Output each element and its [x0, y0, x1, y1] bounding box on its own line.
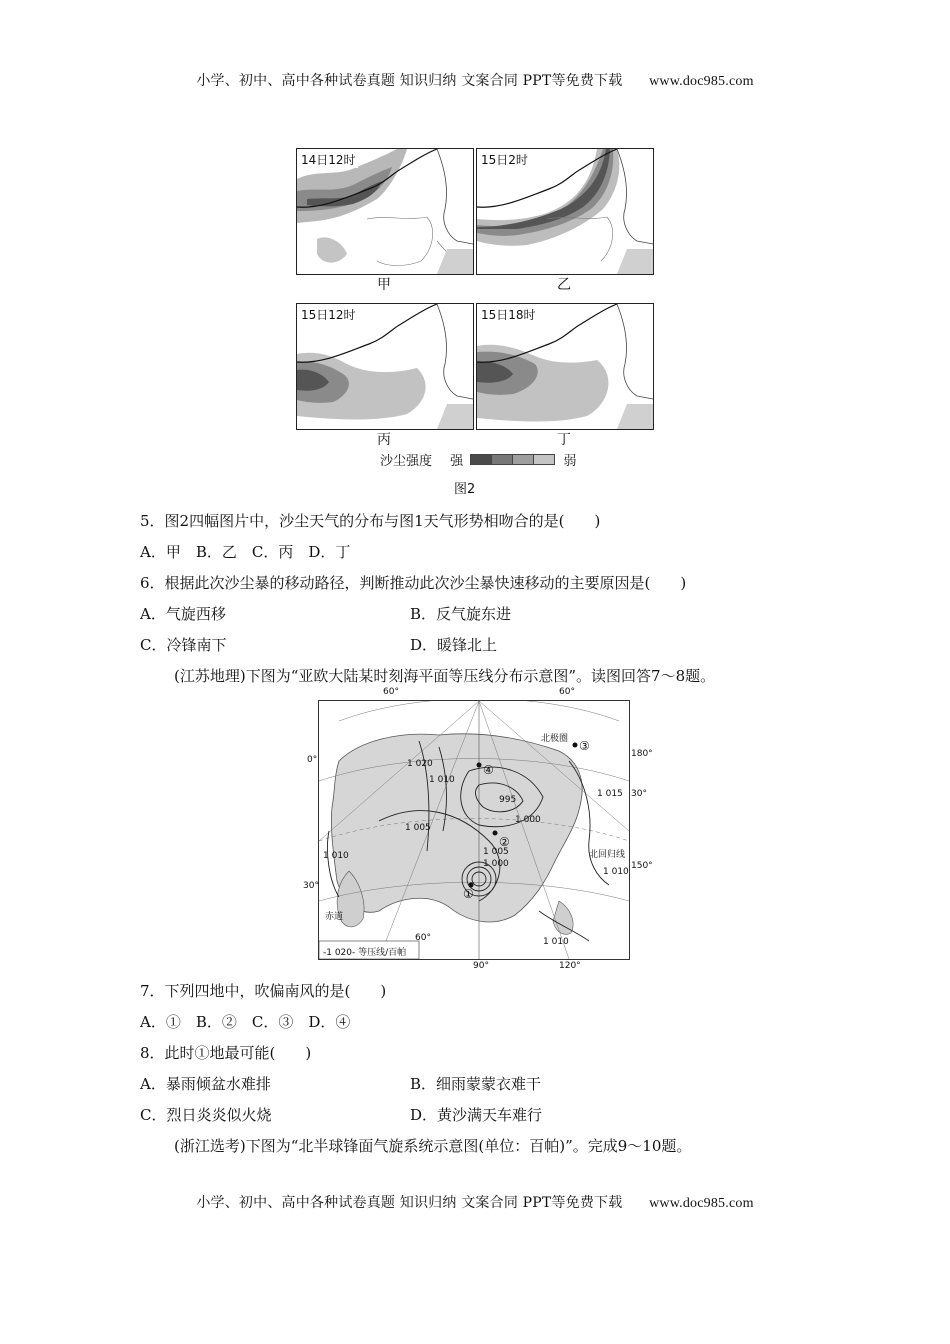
dust-intensity-legend	[380, 450, 576, 469]
question-8-option-b: B．细雨蒙蒙衣难干	[410, 1075, 542, 1093]
isobar-label: 1 010	[603, 867, 629, 877]
legend-weak: 弱	[563, 454, 577, 469]
tick-label: 150°	[631, 861, 653, 871]
isobar-label: 1 010	[323, 851, 349, 861]
question-5-stem: 5．图2四幅图片中，沙尘天气的分布与图1天气形势相吻合的是( )	[140, 512, 601, 530]
intro-questions-9-10: (浙江选考)下图为“北半球锋面气旋系统示意图(单位：百帕)”。完成9～10题。	[174, 1137, 692, 1155]
question-6-option-d: D．暖锋北上	[410, 636, 498, 654]
question-8-option-c: C．烈日炎炎似火烧	[140, 1106, 272, 1124]
page-header	[0, 70, 950, 90]
panel-label: 丁	[557, 432, 571, 448]
panel-label: 乙	[557, 277, 571, 293]
tick-label: 0°	[307, 755, 318, 765]
header-text: 小学、初中、高中各种试卷真题 知识归纳 文案合同 PPT等免费下载	[196, 73, 623, 89]
question-6-option-a: A．气旋西移	[140, 605, 226, 623]
tick-label: 60°	[383, 687, 399, 697]
pressure-map-figure	[303, 687, 653, 971]
map-panel-ding	[476, 303, 654, 430]
intro-questions-7-8: (江苏地理)下图为“亚欧大陆某时刻海平面等压线分布示意图”。读图回答7～8题。	[174, 667, 716, 685]
figure-2-caption: 图2	[454, 482, 476, 497]
isobar-label: 1 005	[483, 847, 509, 857]
legend-title: 沙尘强度	[380, 454, 433, 469]
isobar-label: 1 010	[543, 937, 569, 947]
legend-cell	[533, 454, 555, 465]
isobar-label: 1 005	[405, 823, 431, 833]
point-label-3: ③	[579, 739, 590, 753]
isobar-label: 1 015	[597, 789, 623, 799]
question-6-option-b: B．反气旋东进	[410, 605, 512, 623]
isobar-label: 1 000	[483, 859, 509, 869]
panel-time: 15日12时	[301, 308, 356, 322]
question-8-option-a: A．暴雨倾盆水难排	[140, 1075, 271, 1093]
question-6-stem: 6．根据此次沙尘暴的移动路径，判断推动此次沙尘暴快速移动的主要原因是( )	[140, 574, 687, 592]
panel-time: 15日2时	[481, 153, 528, 167]
equator-label: 赤道	[325, 912, 344, 922]
tick-label: 120°	[559, 961, 581, 971]
panel-time: 14日12时	[301, 153, 356, 167]
panel-label: 甲	[377, 277, 391, 293]
point-label-2: ②	[499, 835, 510, 849]
tick-label: 60°	[415, 933, 431, 943]
footer-url[interactable]: www.doc985.com	[649, 1196, 754, 1211]
isobar-label: 1 020	[407, 759, 433, 769]
legend-cell	[491, 454, 513, 465]
question-7-stem: 7．下列四地中，吹偏南风的是( )	[140, 982, 387, 1000]
tick-label: 60°	[559, 687, 575, 697]
isobar-label: 995	[499, 795, 517, 805]
legend-strong: 强	[450, 454, 464, 469]
page-footer	[0, 1192, 950, 1212]
isobar-label: 1 000	[515, 815, 541, 825]
footer-text: 小学、初中、高中各种试卷真题 知识归纳 文案合同 PPT等免费下载	[196, 1195, 623, 1211]
point-label-4: ④	[483, 763, 494, 777]
tick-label: 90°	[473, 961, 489, 971]
legend-scale	[471, 454, 555, 469]
header-url[interactable]: www.doc985.com	[649, 74, 754, 89]
legend-cell	[512, 454, 534, 465]
arctic-circle-label: 北极圈	[541, 734, 569, 744]
point-label-1: ①	[463, 887, 474, 901]
panel-time: 15日18时	[481, 308, 536, 322]
question-8-stem: 8．此时①地最可能( )	[140, 1044, 312, 1062]
question-5-options: A．甲 B．乙 C．丙 D．丁	[140, 543, 351, 561]
question-8-option-d: D．黄沙满天车难行	[410, 1106, 543, 1124]
question-7-options: A．① B．② C．③ D．④	[140, 1013, 351, 1031]
tick-label: 30°	[303, 881, 319, 891]
isobar-label: 1 010	[429, 775, 455, 785]
tick-label: 30°	[631, 789, 647, 799]
legend-cell	[470, 454, 492, 465]
panel-label: 丙	[377, 432, 391, 448]
map-panel-yi	[476, 148, 654, 275]
isobar-legend: -1 020- 等压线/百帕	[323, 948, 407, 958]
map-panel-jia	[296, 148, 474, 275]
map-panel-bing	[296, 303, 474, 430]
tick-label: 180°	[631, 749, 653, 759]
tropic-label: 北回归线	[589, 850, 626, 860]
question-6-option-c: C．冷锋南下	[140, 636, 227, 654]
